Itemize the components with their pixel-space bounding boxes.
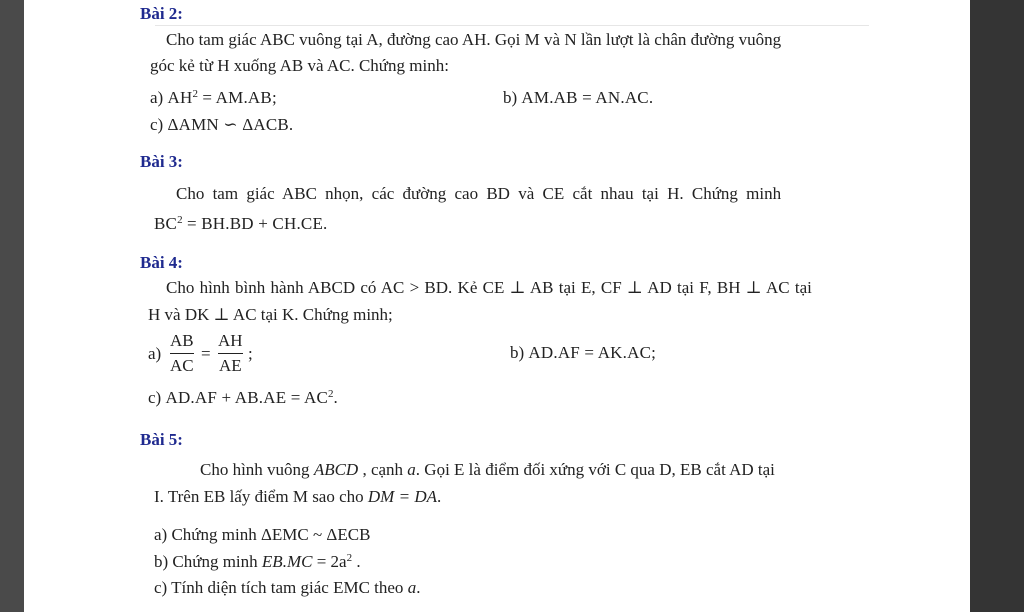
bai5-heading: Bài 5:	[140, 430, 183, 449]
bai4-c-exp: 2	[328, 388, 334, 400]
bai5-side-var: a	[407, 460, 416, 479]
bai5-c-var: a	[407, 578, 417, 597]
bai2-a-rest: = AM.AB;	[197, 88, 277, 107]
fraction-bar	[218, 353, 243, 354]
bai5-line1-text: Cho hình vuông	[200, 460, 314, 479]
bai2-part-c	[150, 115, 293, 135]
bai5-line2-text: I. Trên EB lấy điểm M sao cho	[154, 487, 368, 506]
bai4-part-b	[510, 343, 656, 363]
bai5-c-end: .	[416, 578, 421, 597]
divider	[155, 25, 869, 26]
bai4-line1: Cho hình bình hành ABCD có AC > BD. Kẻ CE ⊥ AB tại E, CF ⊥ AD tại F, BH ⊥ AC tại	[166, 278, 812, 297]
bai2-line2: góc kẻ từ H xuống AB và AC. Chứng minh:	[150, 56, 449, 75]
bai5-b-end: .	[352, 552, 361, 571]
bai2-heading: Bài 2:	[140, 4, 183, 23]
bai5-line1-text-3: . Gọi E là điểm đối xứng với C qua D, EB cắt AD tại	[415, 460, 775, 479]
bai5-b-math-2: = 2a	[312, 552, 347, 571]
bai2-a-base: AH	[167, 88, 193, 107]
bai3-equation	[154, 214, 327, 234]
bai2-part-a	[150, 88, 277, 108]
bai4-frac2-numerator: AH	[218, 331, 243, 350]
bai2-b-text: AM.AB = AN.AC.	[521, 88, 654, 107]
bai2-a-exp: 2	[192, 88, 198, 100]
bai3-eq-rest: = BH.BD + CH.CE.	[182, 214, 328, 233]
bai5-line1-text-2: , cạnh	[358, 460, 408, 479]
bai4-b-text: AD.AF = AK.AC;	[528, 343, 657, 362]
bai2-b-label: b)	[503, 88, 518, 107]
bai5-line2	[154, 487, 441, 507]
bai5-c-text: c) Tính diện tích tam giác EMC theo	[154, 578, 408, 597]
bai2-part-b	[503, 88, 653, 108]
bai4-c-base: AD.AF + AB.AE = AC	[165, 388, 329, 407]
bai5-b-math: EB.MC	[261, 552, 313, 571]
bai4-b-label: b)	[510, 343, 525, 362]
bai4-frac1-numerator: AB	[170, 331, 194, 350]
bai3-heading: Bài 3:	[140, 152, 183, 171]
bai2-c-label: c)	[150, 115, 164, 134]
bai2-line1: Cho tam giác ABC vuông tại A, đường cao AH. Gọi M và N lần lượt là chân đường vuông	[166, 30, 782, 49]
bai4-fraction-1	[170, 331, 194, 376]
bai3-eq-base: BC	[154, 214, 178, 233]
bai5-part-b	[154, 552, 361, 572]
bai3-eq-exp: 2	[177, 214, 183, 226]
bai4-c-end: .	[333, 388, 338, 407]
bai2-a-label: a)	[150, 88, 164, 107]
bai4-frac2-denominator: AE	[218, 356, 242, 375]
left-border	[0, 0, 24, 612]
right-border	[970, 0, 1024, 612]
bai3-line1: Cho tam giác ABC nhọn, các đường cao BD và CE cắt nhau tại H. Chứng minh	[176, 184, 782, 203]
bai4-a-semicolon: ;	[248, 344, 253, 363]
bai5-line2-math: DM = DA	[367, 487, 437, 506]
bai5-part-c	[154, 578, 420, 598]
bai4-heading: Bài 4:	[140, 253, 183, 272]
bai5-b-exp: 2	[346, 552, 353, 564]
bai4-line2: H và DK ⊥ AC tại K. Chứng minh;	[148, 305, 393, 324]
fraction-bar	[170, 353, 194, 354]
bai5-line2-end: .	[436, 487, 442, 506]
bai5-square-name: ABCD	[313, 460, 359, 479]
bai5-b-text: b) Chứng minh	[154, 552, 262, 571]
bai4-a-label: a)	[148, 344, 162, 363]
bai4-part-c	[148, 388, 338, 408]
bai2-c-text: ΔAMN ∽ ΔACB.	[167, 115, 294, 134]
bai5-line1	[200, 460, 775, 480]
bai4-frac1-denominator: AC	[170, 356, 194, 375]
bai4-a-equals: =	[201, 344, 211, 363]
bai5-part-a: a) Chứng minh ΔEMC ~ ΔECB	[154, 525, 371, 544]
bai4-fraction-2	[218, 331, 243, 376]
bai4-c-label: c)	[148, 388, 162, 407]
